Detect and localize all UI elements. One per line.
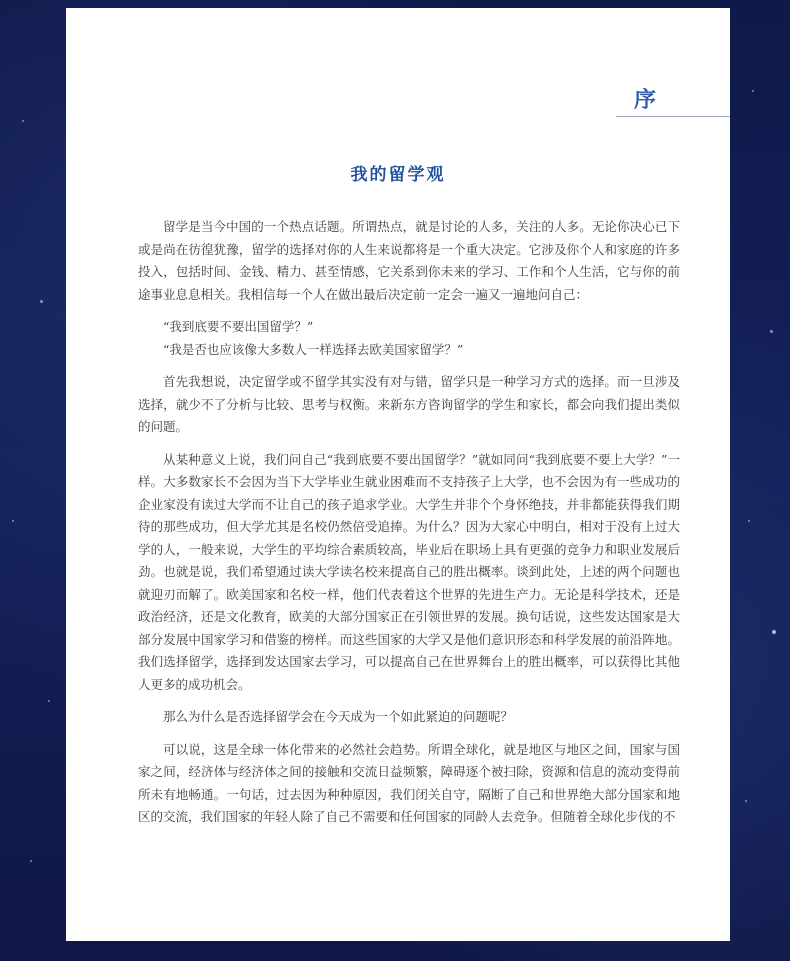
quote-line: “我是否也应该像大多数人一样选择去欧美国家留学？” xyxy=(163,341,464,357)
paragraph: 从某种意义上说，我们问自己“我到底要不要出国留学？”就如同问“我到底要不要上大学？”一样。大多数家长不会因为当下大学毕业生就业困难而不支持孩子上大学，也不会因为有一些成功的企业家没有读过大学而不让自己的孩子追求学业。大学生并非个个身怀绝技，并非都能获得我们期待的那些成功，但大学尤其是名校仍然倍受追捧。为什么？因为大家心中明白，相对于没有上过大学的人，一般来说，大学生的平均综合素质较高，毕业后在职场上具有更强的竞争力和职业发展后劲。也就是说，我们希望通过读大学读名校来提高自己的胜出概率。谈到此处，上述的两个问题也就迎刃而解了。欧美国家和名校一样，他们代表着这个世界的先进生产力。无论是科学技术，还是政治经济，还是文化教育，欧美的大部分国家正在引领世界的发展。换句话说，这些发达国家是大部分发展中国家学习和借鉴的榜样。而这些国家的大学又是他们意识形态和科学发展的前沿阵地。我们选择留学，选择到发达国家去学习，可以提高自己在世界舞台上的胜出概率，可以获得比其他人更多的成功机会。 xyxy=(138,451,680,692)
background-star xyxy=(748,520,750,522)
paragraph: 首先我想说，决定留学或不留学其实没有对与错，留学只是一种学习方式的选择。而一旦涉及选择，就少不了分析与比较、思考与权衡。来新东方咨询留学的学生和家长，都会向我们提出类似的问题。 xyxy=(138,374,680,434)
document-page xyxy=(66,8,730,941)
article-title: 我的留学观 xyxy=(350,165,446,185)
background-star xyxy=(22,120,24,122)
paragraph: 可以说，这是全球一体化带来的必然社会趋势。所谓全球化，就是地区与地区之间，国家与国家之间，经济体与经济体之间的接触和交流日益频繁，障碍逐个被扫除，资源和信息的流动变得前所未有地畅通。一句话，过去因为种种原因，我们闭关自守，隔断了自己和世界绝大部分国家和地区的交流，我们国家的年轻人除了自己不需要和任何国家的同龄人去竞争。但随着全球化步伐的不 xyxy=(138,741,680,824)
background-star xyxy=(48,700,50,702)
background-star xyxy=(30,860,32,862)
background-star xyxy=(12,520,14,522)
paragraph: 那么为什么是否选择留学会在今天成为一个如此紧迫的问题呢？ xyxy=(163,709,514,724)
paragraph: 留学是当今中国的一个热点话题。所谓热点，就是讨论的人多，关注的人多。无论你决心已下或是尚在彷徨犹豫，留学的选择对你的人生来说都将是一个重大决定。它涉及你个人和家庭的许多投入，包括时间、金钱、精力、甚至情感，它关系到你未来的学习、工作和个人生活，它与你的前途事业息息相关。我相信每一个人在做出最后决定前一定会一遍又一遍地问自己： xyxy=(138,219,680,302)
section-header xyxy=(616,86,730,117)
quote-line: “我到底要不要出国留学？” xyxy=(163,319,314,334)
background-star xyxy=(40,300,43,303)
background-star xyxy=(745,800,747,802)
article-body xyxy=(138,216,680,839)
background-star xyxy=(772,630,776,634)
background-star xyxy=(770,330,773,333)
section-header-label: 序 xyxy=(634,87,658,113)
background-star xyxy=(752,90,754,92)
